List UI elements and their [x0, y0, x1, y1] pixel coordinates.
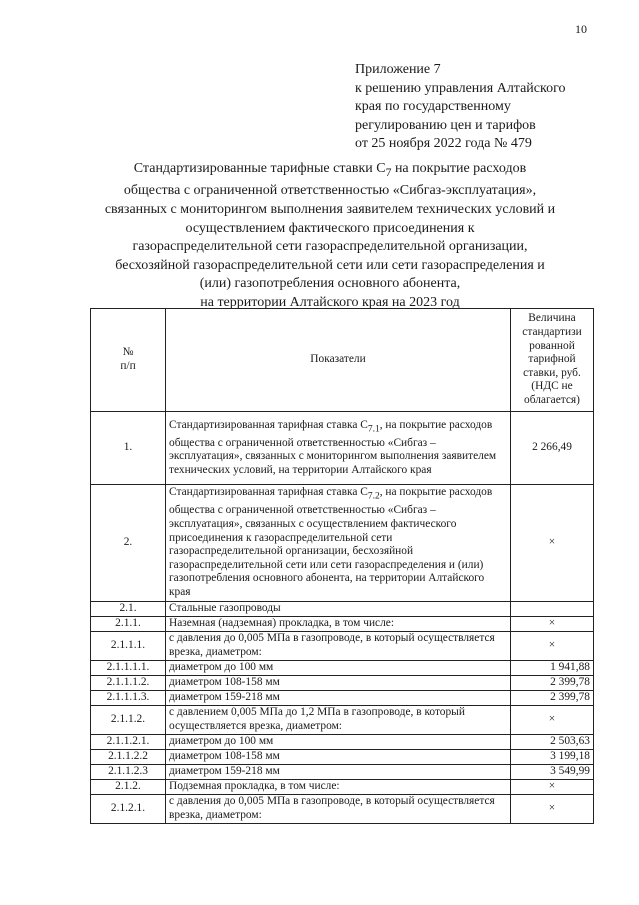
row-value: 2 399,78	[511, 691, 594, 706]
row-num: 2.1.1.2.2	[91, 750, 166, 765]
appendix-line: Приложение 7	[355, 62, 441, 77]
row-value: 3 549,99	[511, 765, 594, 780]
title-line: (или) газопотребления основного абонента,	[199, 276, 461, 292]
table-row	[91, 676, 594, 691]
row-subscript: 7.1	[367, 423, 380, 434]
row-value: 2 399,78	[511, 676, 594, 691]
row-text: диаметром 159-218 мм	[166, 765, 511, 780]
tariff-table	[90, 308, 594, 824]
table-row	[91, 780, 594, 795]
row-subscript: 7.2	[367, 491, 380, 502]
row-value	[511, 602, 594, 617]
row-text: диаметром 159-218 мм	[166, 691, 511, 706]
table-row	[91, 706, 594, 735]
row-text: Наземная (надземная) прокладка, в том числе:	[166, 617, 511, 632]
row-text: с давления до 0,005 МПа в газопроводе, в который осуществляется врезка, диаметром:	[166, 795, 511, 824]
row-value: ×	[511, 795, 594, 824]
appendix-line: от 25 ноября 2022 года № 479	[355, 136, 532, 151]
row-value: 3 199,18	[511, 750, 594, 765]
row-num: 2.1.2.	[91, 780, 166, 795]
table-row	[91, 485, 594, 602]
document-title	[70, 160, 590, 313]
table-header-row	[91, 309, 594, 412]
table-row	[91, 412, 594, 485]
appendix-header	[355, 61, 605, 154]
appendix-line: к решению управления Алтайского	[355, 80, 566, 96]
row-text: с давлением 0,005 МПа до 1,2 МПа в газопроводе, в который осуществляется врезка, диаметром:	[166, 706, 511, 735]
table-row	[91, 735, 594, 750]
title-line: связанных с мониторингом выполнения заявителем технических условий и	[104, 201, 556, 217]
header-indicator: Показатели	[166, 309, 511, 412]
row-num: 2.1.1.2.	[91, 706, 166, 735]
title-line: на территории Алтайского края на 2023 год	[200, 294, 460, 310]
row-text: диаметром 108-158 мм	[166, 676, 511, 691]
appendix-line: регулированию цен и тарифов	[355, 117, 536, 133]
table-row	[91, 765, 594, 780]
row-text: Стальные газопроводы	[166, 602, 511, 617]
title-subscript: 7	[385, 165, 392, 179]
header-num: № п/п	[91, 309, 166, 412]
row-num: 2.1.1.2.1.	[91, 735, 166, 750]
row-text: диаметром до 100 мм	[166, 661, 511, 676]
title-line: общества с ограниченной ответственностью «Сибгаз-эксплуатация»,	[123, 183, 537, 199]
row-text: с давления до 0,005 МПа в газопроводе, в который осуществляется врезка, диаметром:	[166, 632, 511, 661]
row-num: 2.1.1.1.1.	[91, 661, 166, 676]
header-value: Величина стандартизи рованной тарифной ставки, руб. (НДС не облагается)	[511, 309, 594, 412]
row-num: 2.1.1.1.3.	[91, 691, 166, 706]
table-row	[91, 795, 594, 824]
row-num: 1.	[91, 412, 166, 485]
row-value: 2 266,49	[511, 412, 594, 485]
table-row	[91, 632, 594, 661]
row-value: ×	[511, 780, 594, 795]
page-number: 10	[575, 22, 587, 36]
row-value: ×	[511, 706, 594, 735]
row-num: 2.1.1.2.3	[91, 765, 166, 780]
row-num: 2.1.	[91, 602, 166, 617]
row-text: Стандартизированная тарифная ставка $С_{7.2}$, на покрытие расходов общества с ограниченной ответственностью «Сибгаз – эксплуатация», связанных с осуществлением фактического присоединения к газораспределительной сети газораспределительной организации, бесхозяйной газораспределительной сети или сети газораспределения и (или) газопотребления основного абонента, на территории Алтайского края	[166, 485, 511, 602]
row-text: диаметром 108-158 мм	[166, 750, 511, 765]
row-num: 2.	[91, 485, 166, 602]
row-num: 2.1.1.1.	[91, 632, 166, 661]
title-line: Стандартизированные тарифные ставки $С_7$ на покрытие расходов	[133, 161, 527, 179]
appendix-line: края по государственному	[355, 99, 511, 114]
row-text: диаметром до 100 мм	[166, 735, 511, 750]
row-num: 2.1.1.	[91, 617, 166, 632]
title-line: осуществлением фактического присоединения к	[185, 220, 475, 236]
row-text: Стандартизированная тарифная ставка $С_{7.1}$, на покрытие расходов общества с ограниченной ответственностью «Сибгаз – эксплуатация», связанных с мониторингом выполнения заявителем технических условий, на территории Алтайского края	[166, 412, 511, 485]
row-value: 2 503,63	[511, 735, 594, 750]
row-value: 1 941,88	[511, 661, 594, 676]
table-row	[91, 661, 594, 676]
row-text: Подземная прокладка, в том числе:	[166, 780, 511, 795]
table-row	[91, 691, 594, 706]
row-num: 2.1.2.1.	[91, 795, 166, 824]
row-value: ×	[511, 632, 594, 661]
row-value: ×	[511, 617, 594, 632]
table-row	[91, 617, 594, 632]
row-value: ×	[511, 485, 594, 602]
table-row	[91, 750, 594, 765]
title-line: газораспределительной сети газораспределительной организации,	[132, 239, 528, 255]
title-line: бесхозяйной газораспределительной сети или сети газораспределения и	[115, 257, 545, 273]
row-num: 2.1.1.1.2.	[91, 676, 166, 691]
table-row	[91, 602, 594, 617]
